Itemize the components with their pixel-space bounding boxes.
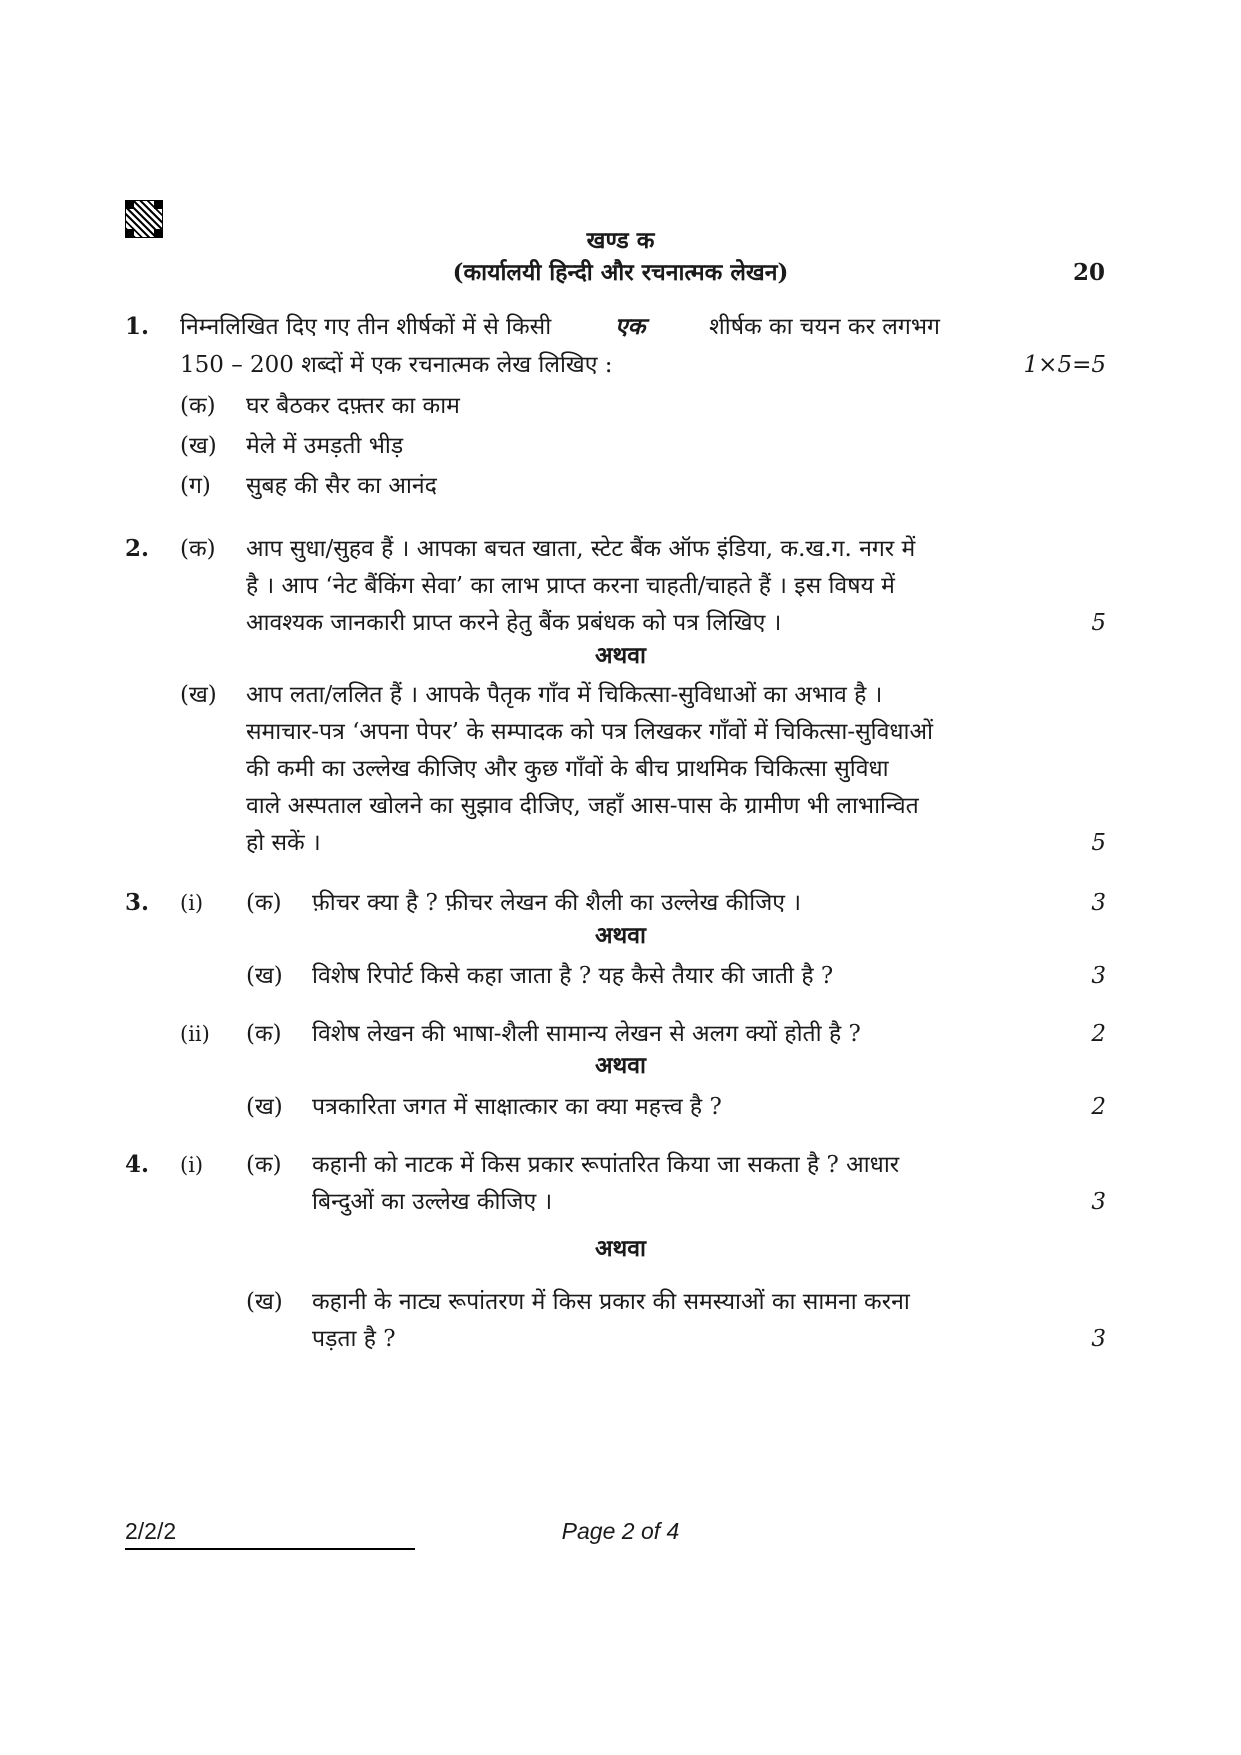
q1-option-text: सुबह की सैर का आनंद [246, 473, 437, 499]
q3-ii-a-text: विशेष लेखन की भाषा-शैली सामान्य लेखन से अलग क्यों होती है ? [312, 1021, 861, 1047]
q3-ii-label: (ii) [180, 1022, 210, 1046]
q4-b-label: (ख) [246, 1289, 283, 1315]
q2-a-line: आप सुधा/सुहव हैं । आपका बचत खाता, स्टेट बैंक ऑफ इंडिया, क.ख.ग. नगर में [246, 536, 916, 562]
section-marks: 20 [1072, 259, 1105, 286]
q2-b-line: वाले अस्पताल खोलने का सुझाव दीजिए, जहाँ आस-पास के ग्रामीण भी लाभान्वित [246, 793, 919, 819]
q3-ii-b-marks: 2 [1091, 1094, 1106, 1120]
q4-a-label: (क) [246, 1152, 282, 1178]
q3-i-a-marks: 3 [1091, 890, 1106, 916]
q1-line1-b: शीर्षक का चयन कर लगभग [709, 314, 940, 340]
q2-b-line: हो सकें । [246, 830, 321, 856]
q2-a-line: आवश्यक जानकारी प्राप्त करने हेतु बैंक प्रबंधक को पत्र लिखिए । [246, 610, 782, 636]
section-title: खण्ड क [586, 227, 655, 254]
q1-line1-a: निम्नलिखित दिए गए तीन शीर्षकों में से किसी [180, 314, 552, 340]
page-number: Page 2 of 4 [561, 1518, 680, 1544]
question-number-1: 1. [125, 313, 150, 340]
q2-a-label: (क) [180, 536, 216, 562]
or-label: अथवा [594, 642, 646, 669]
question-number-4: 4. [125, 1151, 150, 1178]
q1-emphasis: एक [614, 313, 646, 340]
q4-b-marks: 3 [1091, 1326, 1106, 1352]
q2-b-line: समाचार-पत्र ‘अपना पेपर’ के सम्पादक को पत्र लिखकर गाँवों में चिकित्सा-सुविधाओं [246, 719, 933, 745]
q1-option-label: (ख) [180, 433, 217, 459]
section-subtitle: (कार्यालयी हिन्दी और रचनात्मक लेखन) [452, 259, 789, 286]
q3-i-a-text: फ़ीचर क्या है ? फ़ीचर लेखन की शैली का उल्लेख कीजिए । [312, 890, 802, 916]
or-label: अथवा [594, 1235, 646, 1262]
q1-marks: 1×5=5 [1023, 352, 1106, 378]
q3-ii-b-text: पत्रकारिता जगत में साक्षात्कार का क्या महत्त्व है ? [312, 1094, 722, 1120]
q1-line-1 [180, 312, 940, 342]
q4-b-line: कहानी के नाट्य रूपांतरण में किस प्रकार की समस्याओं का सामना करना [312, 1289, 910, 1315]
question-number-3: 3. [125, 889, 150, 916]
paper-code: 2/2/2 [125, 1518, 177, 1544]
q4-a-line: कहानी को नाटक में किस प्रकार रूपांतरित किया जा सकता है ? आधार [312, 1152, 900, 1178]
footer-rule [125, 1548, 415, 1550]
q3-ii-b-label: (ख) [246, 1094, 283, 1120]
q4-a-marks: 3 [1091, 1189, 1106, 1215]
q1-option-label: (क) [180, 393, 216, 419]
q2-b-line: आप लता/ललित हैं । आपके पैतृक गाँव में चिकित्सा-सुविधाओं का अभाव है । [246, 682, 883, 708]
question-number-2: 2. [125, 535, 150, 562]
q2-b-line: की कमी का उल्लेख कीजिए और कुछ गाँवों के बीच प्राथमिक चिकित्सा सुविधा [246, 756, 889, 782]
q2-b-label: (ख) [180, 682, 217, 708]
q3-i-a-label: (क) [246, 890, 282, 916]
or-label: अथवा [594, 922, 646, 949]
q1-option-label: (ग) [180, 473, 211, 499]
q3-ii-a-marks: 2 [1091, 1021, 1106, 1047]
q2-b-marks: 5 [1091, 830, 1106, 856]
q1-option-text: मेले में उमड़ती भीड़ [246, 433, 404, 459]
q3-i-b-text: विशेष रिपोर्ट किसे कहा जाता है ? यह कैसे तैयार की जाती है ? [312, 963, 834, 989]
q2-a-marks: 5 [1091, 610, 1106, 636]
or-label: अथवा [594, 1052, 646, 1079]
q3-i-b-marks: 3 [1091, 963, 1106, 989]
q3-ii-a-label: (क) [246, 1021, 282, 1047]
q1-option-text: घर बैठकर दफ़्तर का काम [246, 393, 460, 419]
q4-b-line: पड़ता है ? [312, 1326, 396, 1352]
q1-line-2: 150 – 200 शब्दों में एक रचनात्मक लेख लिखिए : [180, 352, 613, 378]
q4-i-label: (i) [180, 1153, 204, 1177]
q3-i-label: (i) [180, 891, 204, 915]
q3-i-b-label: (ख) [246, 963, 283, 989]
q2-a-line: है । आप ‘नेट बैंकिंग सेवा’ का लाभ प्राप्त करना चाहती/चाहते हैं । इस विषय में [246, 573, 895, 599]
q4-a-line: बिन्दुओं का उल्लेख कीजिए । [312, 1189, 553, 1215]
